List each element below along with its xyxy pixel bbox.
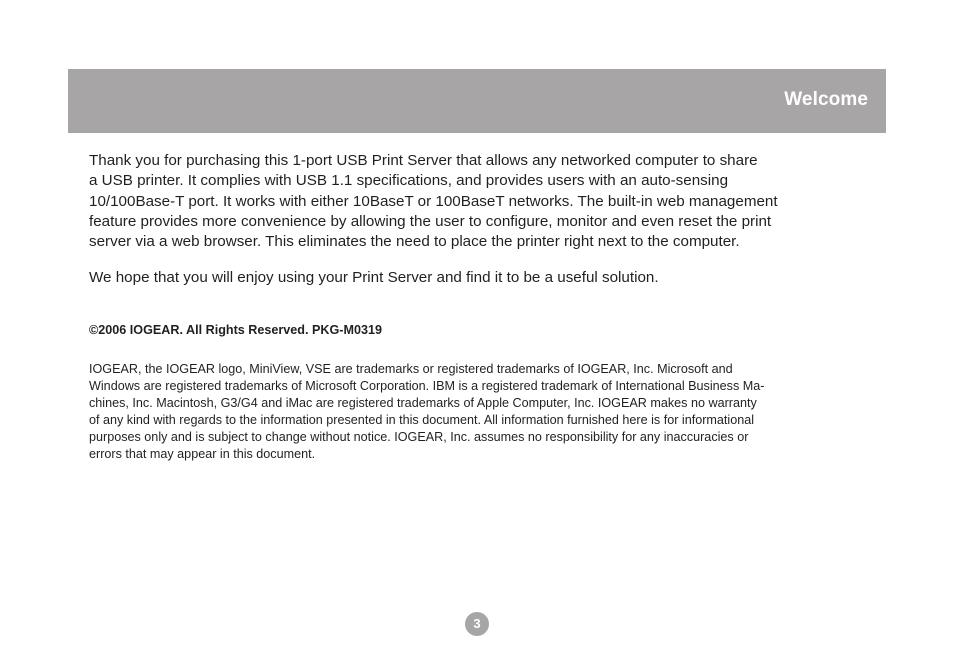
hope-paragraph: We hope that you will enjoy using your Print Server and find it to be a useful solution. (89, 269, 659, 287)
legal-line: purposes only and is subject to change without notice. IOGEAR, Inc. assumes no responsibility for any inaccuracies or (89, 429, 749, 444)
legal-line: errors that may appear in this document. (89, 446, 316, 461)
legal-line: of any kind with regards to the information presented in this document. All information furnished here is for informational (89, 412, 755, 427)
legal-line: IOGEAR, the IOGEAR logo, MiniView, VSE are trademarks or registered trademarks of IOGEAR, Inc. Microsoft and (89, 361, 733, 376)
intro-paragraph (89, 151, 857, 252)
intro-line: a USB printer. It complies with USB 1.1 specifications, and provides users with an auto-sensing (89, 172, 729, 190)
intro-line: server via a web browser. This eliminates the need to place the printer right next to the computer. (89, 233, 740, 251)
intro-line: 10/100Base-T port. It works with either 10BaseT or 100BaseT networks. The built-in web management (89, 192, 778, 210)
page-title: Welcome (784, 89, 868, 110)
intro-line: Thank you for purchasing this 1-port USB Print Server that allows any networked computer to share (89, 152, 758, 169)
legal-line: chines, Inc. Macintosh, G3/G4 and iMac are registered trademarks of Apple Computer, Inc. IOGEAR makes no warranty (89, 395, 757, 410)
main-content (89, 151, 864, 463)
copyright-notice: ©2006 IOGEAR. All Rights Reserved. PKG-M0319 (89, 322, 382, 337)
page-number-badge: 3 (465, 612, 489, 636)
trademark-disclaimer (89, 361, 865, 463)
legal-line: Windows are registered trademarks of Microsoft Corporation. IBM is a registered trademark of International Business Ma- (89, 378, 765, 393)
intro-line: feature provides more convenience by allowing the user to configure, monitor and even reset the print (89, 212, 772, 230)
header-bar (68, 69, 886, 133)
